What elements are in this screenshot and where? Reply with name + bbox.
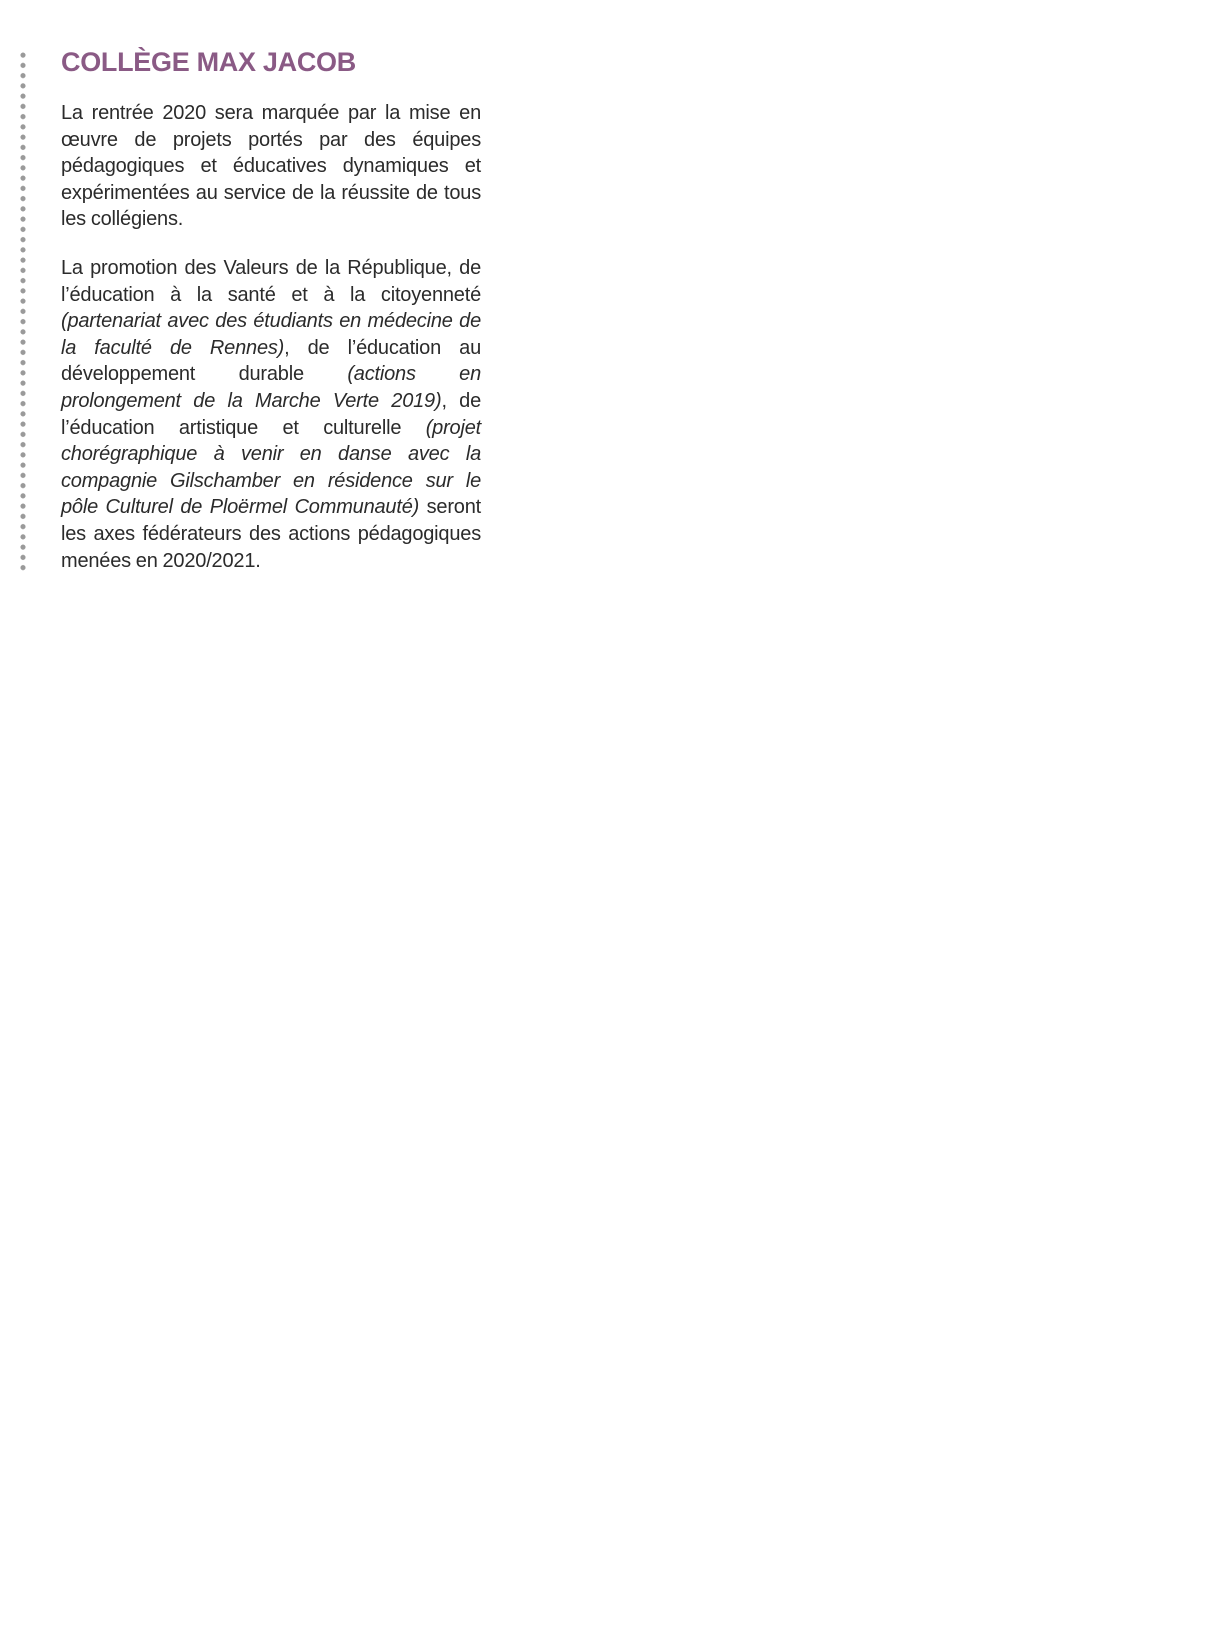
body-text-1: La promotion des Valeurs de la République, de l’éducation à la santé et à la citoyenneté	[61, 256, 481, 306]
page-title: COLLÈGE MAX JACOB	[61, 47, 356, 77]
body-text-4: seront les axes fédérateurs des actions pédagogiques menées en 2020/2021.	[61, 496, 481, 572]
body-italic-3: (projet chorégraphique à venir en danse avec la compagnie Gilschamber en résidence sur le pôle Culturel de Ploërmel Communauté)	[61, 416, 481, 519]
dotted-margin-rule	[20, 50, 26, 572]
body-italic-2: (actions en prolongement de la Marche Verte 2019)	[61, 363, 481, 412]
body-italic-1: (partenariat avec des étudiants en médecine de la faculté de Rennes)	[61, 310, 481, 359]
body-paragraph	[61, 255, 481, 574]
body-text-2: , de l’éducation au développement durable	[61, 336, 481, 386]
intro-paragraph: La rentrée 2020 sera marquée par la mise en œuvre de projets portés par des équipes pédagogiques et éducatives dynamiques et expérimentées au service de la réussite de tous les collégiens.	[61, 102, 481, 231]
article-column	[61, 44, 481, 596]
body-text-3: , de l’éducation artistique et culturelle	[61, 389, 482, 439]
